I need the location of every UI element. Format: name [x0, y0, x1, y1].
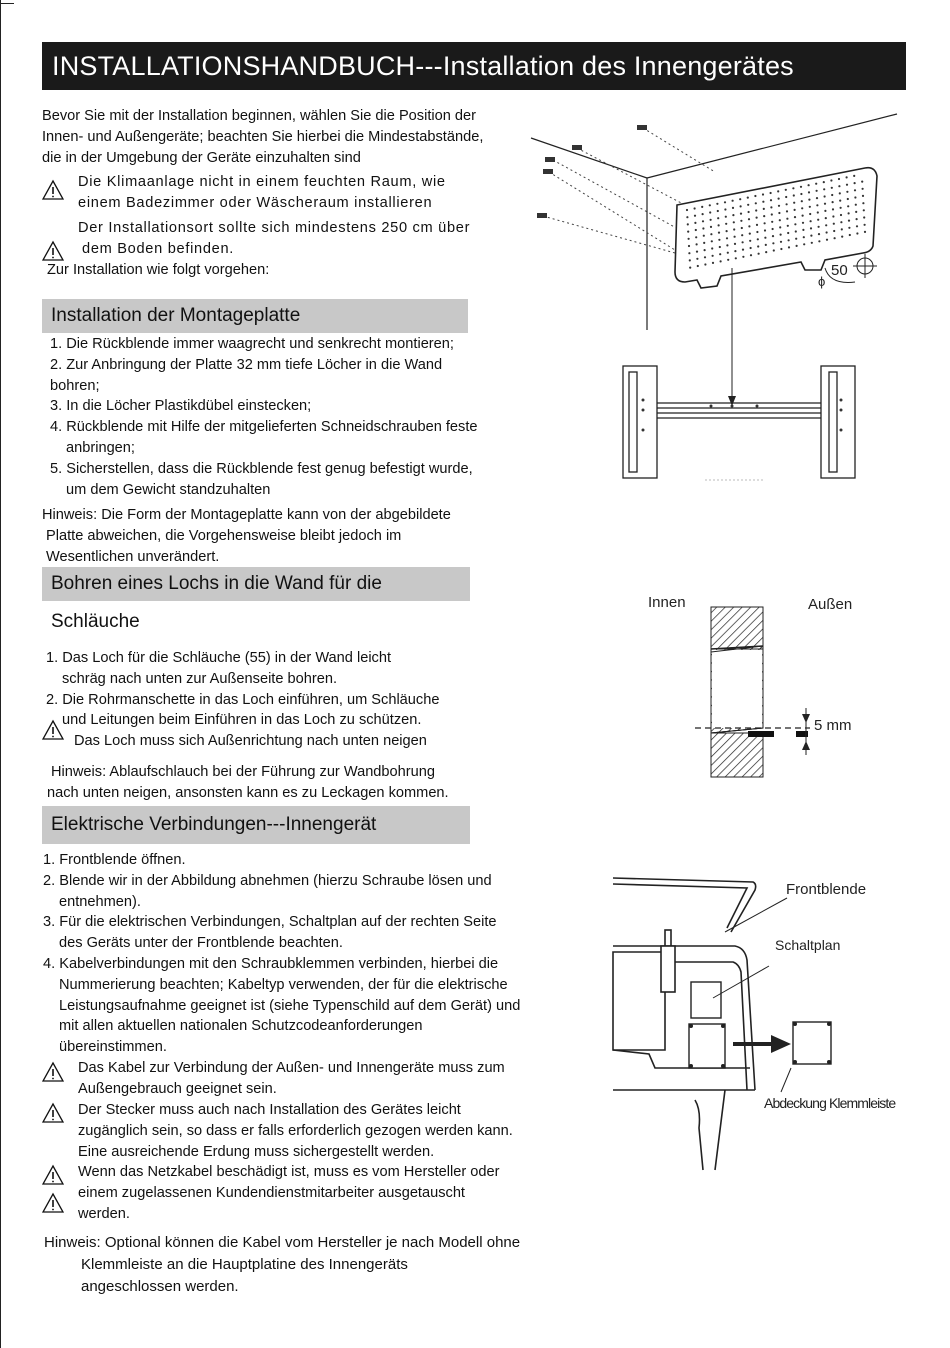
plate-hole	[808, 184, 810, 186]
plate-hole	[787, 232, 789, 234]
plate-hole	[717, 210, 719, 212]
plate-hole	[816, 204, 818, 206]
plate-hole	[802, 229, 804, 231]
plate-hole	[832, 201, 834, 203]
warning-icon	[42, 1102, 64, 1124]
plate-hole	[712, 262, 714, 264]
plate-hole	[695, 229, 697, 231]
plate-hole	[762, 201, 764, 203]
warning-icon	[42, 1192, 64, 1214]
plate-hole	[847, 205, 849, 207]
plate-hole	[818, 240, 820, 242]
plate-hole	[817, 211, 819, 213]
plate-hole	[757, 238, 759, 240]
plate-hole	[688, 252, 690, 254]
plate-hole	[856, 232, 858, 234]
plate-hole	[809, 206, 811, 208]
plate-hole	[826, 231, 828, 233]
plate-hole	[810, 235, 812, 237]
plate-hole	[716, 203, 718, 205]
plate-hole	[770, 206, 772, 208]
plate-hole	[862, 188, 864, 190]
warning-icon	[42, 719, 64, 741]
plate-hole	[704, 263, 706, 265]
plate-hole	[854, 196, 856, 198]
plate-hole	[855, 204, 857, 206]
plate-hole	[864, 224, 866, 226]
plate-hole	[800, 193, 802, 195]
plate-hole	[794, 223, 796, 225]
plate-hole	[710, 233, 712, 235]
plate-hole	[795, 238, 797, 240]
plate-hole	[811, 242, 813, 244]
plate-hole	[816, 190, 818, 192]
plate-hole	[823, 181, 825, 183]
plate-hole	[771, 221, 773, 223]
plate-hole	[831, 194, 833, 196]
plate-hole	[833, 230, 835, 232]
plate-hole	[741, 227, 743, 229]
plate-hole	[854, 182, 856, 184]
plate-hole	[772, 235, 774, 237]
plate-hole	[831, 187, 833, 189]
warning-outdoor-cable: Das Kabel zur Verbindung der Außen- und Innengeräte muss zum Außengebrauch geeignet sein.	[78, 1060, 505, 1097]
plate-hole	[846, 176, 848, 178]
wall-hole-figure	[640, 590, 880, 790]
plate-hole	[787, 225, 789, 227]
plate-hole	[780, 241, 782, 243]
warning-humid-room: Die Klimaanlage nicht in einem feuchten Raum, wie einem Badezimmer oder Wäscheraum installieren	[78, 174, 446, 211]
plate-hole	[703, 242, 705, 244]
electrical-steps: 1. Frontblende öffnen. 2. Blende wir in der Abbildung abnehmen (hierzu Schraube lösen und entnehmen). 3. Für die elektrischen Verbindungen, Schaltplan auf der rechten Seite des Geräts unter der Frontblende beachten. 4. Kabelverbindungen mit den Schraubklemmen verbinden, hierbei die Nummerierung beachten; Kabeltyp verwenden, der für die elektrische Leistungsaufnahme geeignet ist (siehe Typenschild auf dem Gerät) und mit allen aktuellen nationalen Schutzcodeanforderungen übereinstimmen.	[43, 852, 521, 1056]
plate-hole	[825, 217, 827, 219]
section-heading-wall-hole-cont: Schläuche	[51, 611, 140, 632]
svg-text:ϕ: ϕ	[818, 274, 826, 289]
plate-hole	[786, 210, 788, 212]
plate-hole	[824, 195, 826, 197]
plate-hole	[762, 193, 764, 195]
plate-hole	[778, 205, 780, 207]
plate-hole	[802, 215, 804, 217]
plate-hole	[724, 201, 726, 203]
plate-hole	[720, 260, 722, 262]
plate-hole	[758, 253, 760, 255]
plate-hole	[734, 250, 736, 252]
plate-hole	[780, 234, 782, 236]
wiring-diagram-label: Schaltplan	[775, 937, 841, 953]
plate-hole	[803, 236, 805, 238]
plate-hole	[848, 227, 850, 229]
plate-hole	[846, 184, 848, 186]
warning-icon	[42, 240, 64, 262]
plate-hole	[772, 228, 774, 230]
plate-hole	[773, 249, 775, 251]
plate-hole	[841, 236, 843, 238]
plate-hole	[702, 227, 704, 229]
plate-hole	[749, 233, 751, 235]
plate-hole	[770, 192, 772, 194]
plate-hole	[862, 202, 864, 204]
plate-hole	[764, 237, 766, 239]
mounting-plate-figure	[525, 110, 905, 490]
plate-hole	[754, 195, 756, 197]
plate-hole	[826, 239, 828, 241]
plate-hole	[719, 246, 721, 248]
plate-hole	[832, 215, 834, 217]
plate-hole	[755, 202, 757, 204]
wall-hole-steps: 1. Das Loch für die Schläuche (55) in der Wand leicht schräg nach unten zur Außenseite bohren. 2. Die Rohrmanschette in das Loch einführen, um Schläuche und Leitungen beim Einführen in das Loch zu schützen. Das Loch muss sich Außenrichtung nach unten neigen	[46, 650, 440, 750]
plate-hole	[709, 204, 711, 206]
plate-hole	[748, 225, 750, 227]
plate-hole	[808, 199, 810, 201]
plate-hole	[848, 212, 850, 214]
plate-hole	[756, 224, 758, 226]
plate-hole	[726, 230, 728, 232]
plate-hole	[702, 220, 704, 222]
plate-hole	[785, 196, 787, 198]
plate-hole	[840, 214, 842, 216]
plate-hole	[748, 218, 750, 220]
plate-hole	[755, 209, 757, 211]
plate-hole	[864, 231, 866, 233]
plate-hole	[695, 236, 697, 238]
plate-hole	[686, 209, 688, 211]
plate-hole	[802, 222, 804, 224]
plate-hole	[689, 267, 691, 269]
plate-hole	[778, 212, 780, 214]
plate-hole	[696, 258, 698, 260]
warning-installation-height: Der Installationsort sollte sich mindestens 250 cm über dem Boden befinden.	[78, 220, 471, 257]
plate-hole	[778, 198, 780, 200]
plate-hole	[846, 191, 848, 193]
plate-hole	[710, 219, 712, 221]
section-heading-wall-hole: Bohren eines Lochs in die Wand für die	[42, 567, 470, 601]
plate-hole	[862, 195, 864, 197]
plate-hole	[740, 205, 742, 207]
plate-hole	[732, 200, 734, 202]
warning-icon	[42, 1164, 64, 1186]
plate-hole	[750, 254, 752, 256]
plate-hole	[833, 223, 835, 225]
plate-hole	[788, 239, 790, 241]
plate-hole	[704, 256, 706, 258]
plate-hole	[809, 213, 811, 215]
plate-hole	[763, 208, 765, 210]
plate-hole	[725, 216, 727, 218]
outside-label: Außen	[808, 596, 853, 613]
plate-hole	[727, 259, 729, 261]
plate-hole	[748, 211, 750, 213]
mounting-steps: 1. Die Rückblende immer waagrecht und senkrecht montieren; 2. Zur Anbringung der Platte 32 mm tiefe Löcher in die Wand bohren; 3. In die Löcher Plastikdübel einstecken; 4. Rückblende mit Hilfe der mitgelieferten Schneidschrauben feste anbringen; 5. Sicherstellen, dass die Rückblende fest genug befestigt wurde, um dem Gewicht standzuhalten	[50, 336, 478, 498]
dimension-label: 5 mm	[814, 717, 852, 734]
plate-hole	[711, 240, 713, 242]
plate-hole	[718, 224, 720, 226]
plate-hole	[800, 186, 802, 188]
plate-hole	[740, 220, 742, 222]
plate-hole	[848, 220, 850, 222]
plate-hole	[808, 191, 810, 193]
plate-hole	[688, 245, 690, 247]
plate-hole	[765, 251, 767, 253]
page-corner-mark-top	[0, 3, 14, 4]
plate-hole	[832, 208, 834, 210]
plate-hole	[794, 209, 796, 211]
plate-hole	[853, 175, 855, 177]
plate-hole	[739, 198, 741, 200]
plate-hole	[818, 226, 820, 228]
plate-hole	[734, 236, 736, 238]
plate-hole	[780, 248, 782, 250]
plate-hole	[770, 199, 772, 201]
plate-hole	[696, 243, 698, 245]
warning-icon	[42, 179, 64, 201]
plate-hole	[849, 234, 851, 236]
plate-hole	[718, 239, 720, 241]
plate-hole	[757, 245, 759, 247]
plate-hole	[712, 255, 714, 257]
plate-hole	[863, 216, 865, 218]
inside-label: Innen	[648, 594, 686, 611]
plate-hole	[839, 192, 841, 194]
plate-hole	[840, 221, 842, 223]
intro-text: Bevor Sie mit der Installation beginnen, wählen Sie die Position der Innen- und Außengeräte; beachten Sie hierbei die Mindestabstände, die in der Umgebung der Geräte einzuhalten sind	[42, 108, 484, 166]
plate-hole	[709, 211, 711, 213]
plate-hole	[701, 206, 703, 208]
plate-hole	[841, 228, 843, 230]
plate-hole	[702, 213, 704, 215]
plate-hole	[777, 190, 779, 192]
plate-hole	[839, 200, 841, 202]
plate-hole	[856, 225, 858, 227]
plate-hole	[741, 234, 743, 236]
plate-hole	[824, 210, 826, 212]
plate-hole	[747, 197, 749, 199]
plate-hole	[834, 237, 836, 239]
plate-hole	[786, 218, 788, 220]
plate-hole	[747, 204, 749, 206]
plate-hole	[792, 187, 794, 189]
warning-icon	[42, 1061, 64, 1083]
plate-hole	[801, 200, 803, 202]
plate-hole	[855, 211, 857, 213]
plate-hole	[694, 215, 696, 217]
plate-hole	[742, 256, 744, 258]
electrical-note: Hinweis: Optional können die Kabel vom Hersteller je nach Modell ohne Klemmleiste an die Hauptplatine des Innengeräts angeschlossen werden.	[44, 1234, 521, 1295]
page-corner-mark	[0, 0, 15, 1348]
plate-hole	[726, 244, 728, 246]
plate-hole	[861, 181, 863, 183]
plate-hole	[724, 208, 726, 210]
page-title: INSTALLATIONSHANDBUCH---Installation des Innengerätes	[42, 42, 906, 90]
plate-hole	[810, 227, 812, 229]
plate-hole	[764, 229, 766, 231]
hole-diameter-label: 50	[831, 262, 848, 279]
plate-hole	[764, 222, 766, 224]
plate-hole	[785, 189, 787, 191]
plate-hole	[823, 188, 825, 190]
warning-damaged-cable: Wenn das Netzkabel beschädigt ist, muss es vom Hersteller oder einem zugelassenen Kundendienstmitarbeiter ausgetauscht werden.	[78, 1164, 500, 1222]
plate-hole	[726, 237, 728, 239]
plate-hole	[697, 265, 699, 267]
plate-hole	[718, 232, 720, 234]
plate-hole	[727, 252, 729, 254]
plate-hole	[734, 243, 736, 245]
plate-hole	[688, 238, 690, 240]
warning-plug-access: Der Stecker muss auch nach Installation des Gerätes leicht zugänglich sein, so dass er falls erforderlich gezogen werden kann. Eine ausreichende Erdung muss sichergestellt werden.	[78, 1102, 513, 1160]
plate-hole	[719, 253, 721, 255]
plate-hole	[794, 216, 796, 218]
plate-hole	[711, 247, 713, 249]
plate-hole	[732, 207, 734, 209]
plate-hole	[779, 226, 781, 228]
section-heading-electrical: Elektrische Verbindungen---Innengerät	[42, 806, 470, 844]
plate-hole	[717, 217, 719, 219]
plate-hole	[796, 245, 798, 247]
plate-hole	[816, 197, 818, 199]
plate-hole	[742, 249, 744, 251]
plate-hole	[694, 222, 696, 224]
plate-hole	[765, 244, 767, 246]
plate-hole	[756, 231, 758, 233]
plate-hole	[732, 214, 734, 216]
plate-hole	[703, 235, 705, 237]
plate-hole	[686, 216, 688, 218]
plate-hole	[838, 185, 840, 187]
plate-hole	[740, 213, 742, 215]
section-heading-mounting-plate: Installation der Montageplatte	[42, 299, 468, 333]
plate-hole	[687, 231, 689, 233]
plate-hole	[771, 213, 773, 215]
plate-hole	[856, 218, 858, 220]
mounting-note: Hinweis: Die Form der Montageplatte kann von der abgebildete Platte abweichen, die Vorgehensweise bleibt jedoch im Wesentlichen unverändert.	[42, 507, 451, 565]
plate-hole	[815, 183, 817, 185]
plate-hole	[847, 198, 849, 200]
plate-hole	[779, 219, 781, 221]
wall-hole-note: Hinweis: Ablaufschlauch bei der Führung zur Wandbohrung nach unten neigen, ansonsten kann es zu Leckagen kommen.	[47, 764, 449, 801]
plate-hole	[817, 219, 819, 221]
plate-hole	[725, 223, 727, 225]
plate-hole	[756, 217, 758, 219]
plate-hole	[786, 203, 788, 205]
plate-hole	[795, 230, 797, 232]
plate-hole	[840, 207, 842, 209]
plate-hole	[694, 207, 696, 209]
plate-hole	[788, 246, 790, 248]
terminal-cover-label: Abdeckung Klemmleiste	[764, 1095, 896, 1111]
front-panel-label: Frontblende	[786, 881, 867, 898]
plate-hole	[749, 240, 751, 242]
plate-hole	[810, 220, 812, 222]
plate-hole	[689, 259, 691, 261]
plate-hole	[854, 189, 856, 191]
intro-proceed: Zur Installation wie folgt vorgehen:	[47, 262, 270, 278]
plate-hole	[710, 226, 712, 228]
plate-hole	[803, 243, 805, 245]
electrical-figure	[605, 870, 915, 1180]
plate-hole	[763, 215, 765, 217]
plate-hole	[793, 194, 795, 196]
plate-hole	[687, 223, 689, 225]
plate-hole	[733, 228, 735, 230]
plate-hole	[830, 179, 832, 181]
plate-hole	[772, 242, 774, 244]
plate-hole	[825, 224, 827, 226]
plate-hole	[696, 251, 698, 253]
plate-hole	[793, 202, 795, 204]
plate-hole	[750, 247, 752, 249]
plate-hole	[733, 221, 735, 223]
plate-hole	[824, 203, 826, 205]
plate-hole	[838, 178, 840, 180]
plate-hole	[742, 241, 744, 243]
plate-hole	[735, 257, 737, 259]
plate-hole	[801, 207, 803, 209]
plate-hole	[704, 249, 706, 251]
plate-hole	[863, 209, 865, 211]
plate-hole	[818, 233, 820, 235]
